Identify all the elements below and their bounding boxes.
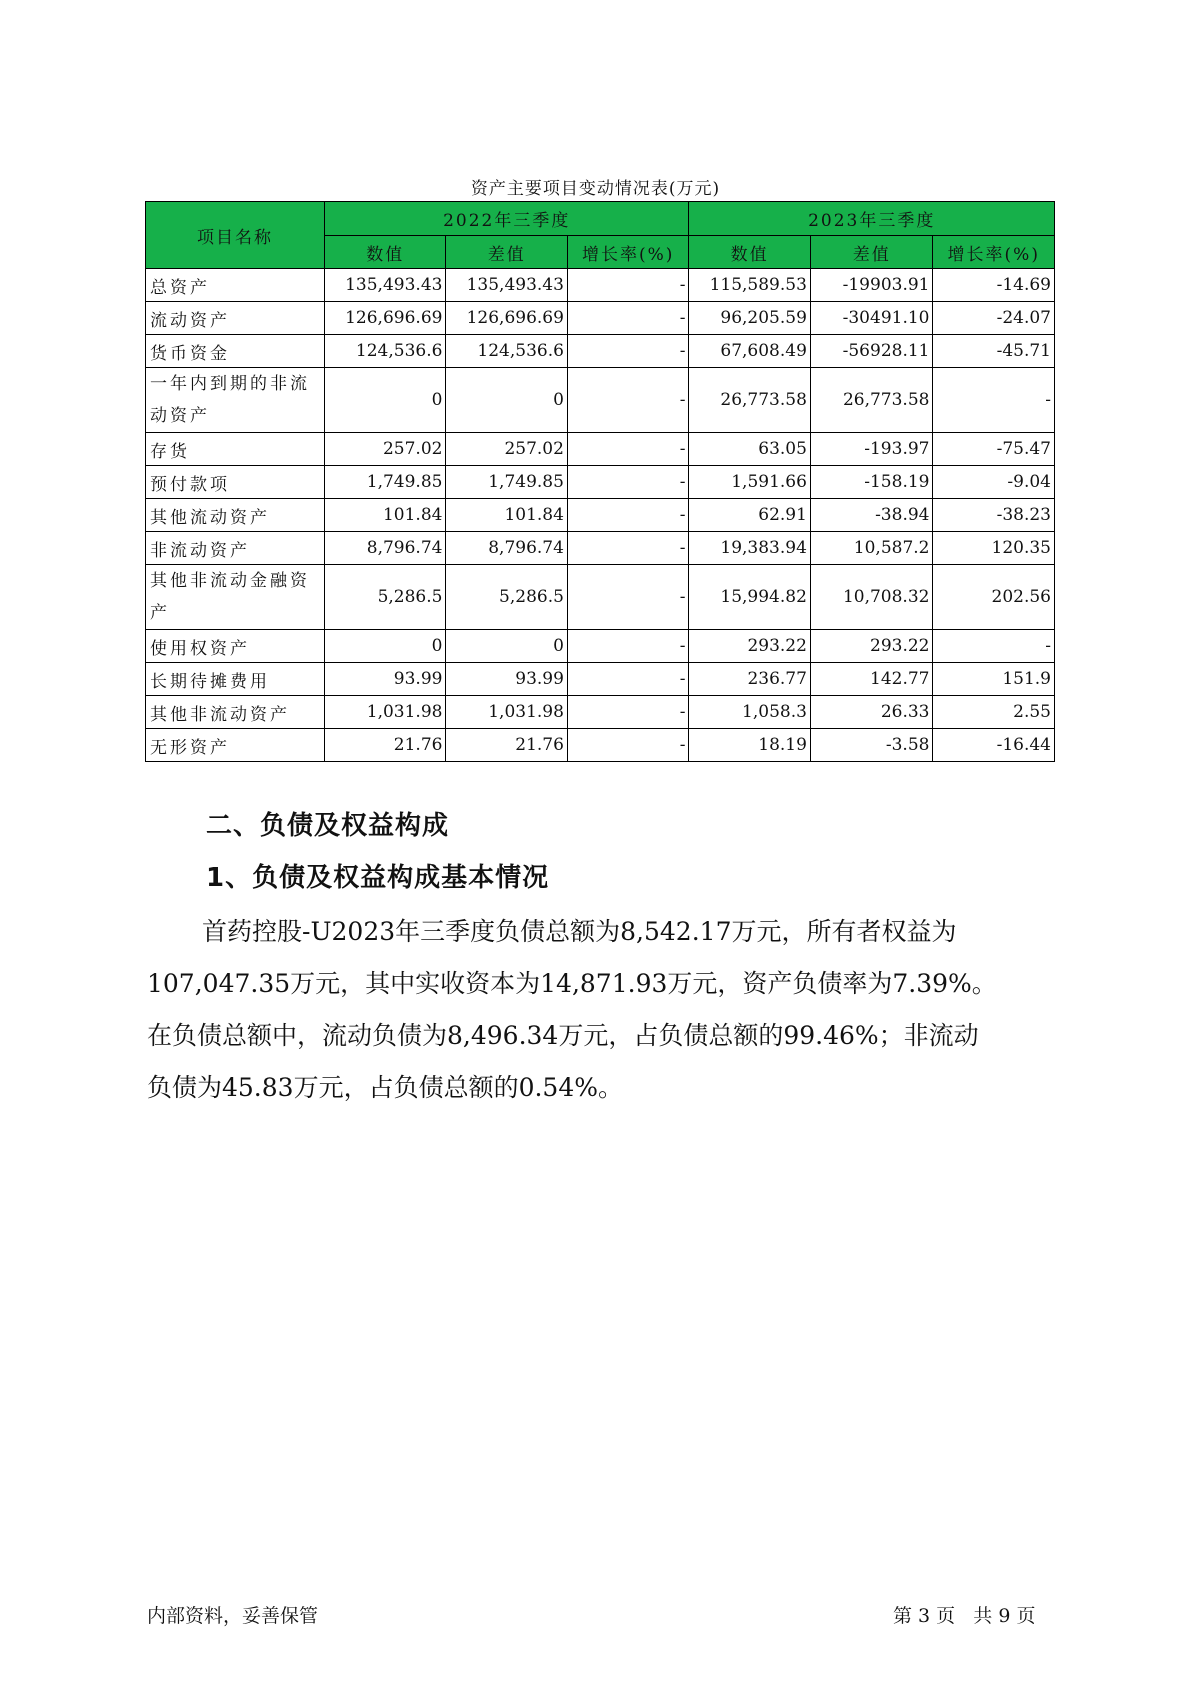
table-row (146, 302, 1055, 335)
header-period-2023: 2023年三季度 (689, 202, 1055, 236)
diff-2023: -158.19 (810, 466, 933, 499)
growth-2022: - (567, 433, 689, 466)
value-2023: 15,994.82 (689, 565, 810, 630)
row-name: 一年内到期的非流动资产 (146, 368, 325, 433)
value-2023: 236.77 (689, 663, 810, 696)
value-2022: 93.99 (324, 663, 445, 696)
table-row (146, 630, 1055, 663)
table-row (146, 335, 1055, 368)
growth-2023: 120.35 (933, 532, 1055, 565)
diff-2022: 8,796.74 (446, 532, 567, 565)
diff-2022: 1,749.85 (446, 466, 567, 499)
value-2023: 26,773.58 (689, 368, 810, 433)
footer-confidential-note: 内部资料，妥善保管 (147, 1605, 319, 1627)
table-row (146, 696, 1055, 729)
growth-2022: - (567, 565, 689, 630)
header-diff-2022: 差值 (446, 236, 567, 269)
diff-2022: 257.02 (446, 433, 567, 466)
diff-2023: 293.22 (810, 630, 933, 663)
growth-2022: - (567, 696, 689, 729)
diff-2023: 10,708.32 (810, 565, 933, 630)
value-2022: 5,286.5 (324, 565, 445, 630)
diff-2022: 93.99 (446, 663, 567, 696)
value-2023: 62.91 (689, 499, 810, 532)
row-name: 使用权资产 (146, 630, 325, 663)
growth-2023: - (933, 630, 1055, 663)
header-growth-2023: 增长率(%) (933, 236, 1055, 269)
growth-2023: 2.55 (933, 696, 1055, 729)
table-row (146, 565, 1055, 630)
paragraph-line: 107,047.35万元，其中实收资本为14,871.93万元，资产负债率为7.39%。 (147, 969, 997, 998)
table-row (146, 269, 1055, 302)
diff-2023: 10,587.2 (810, 532, 933, 565)
diff-2022: 101.84 (446, 499, 567, 532)
row-name: 货币资金 (146, 335, 325, 368)
diff-2022: 0 (446, 630, 567, 663)
diff-2023: -56928.11 (810, 335, 933, 368)
row-name: 其他流动资产 (146, 499, 325, 532)
paragraph-line: 负债为45.83万元，占负债总额的0.54%。 (147, 1073, 623, 1102)
diff-2023: -30491.10 (810, 302, 933, 335)
table-row (146, 663, 1055, 696)
value-2022: 126,696.69 (324, 302, 445, 335)
diff-2022: 5,286.5 (446, 565, 567, 630)
growth-2022: - (567, 466, 689, 499)
header-period-2022: 2022年三季度 (324, 202, 688, 236)
diff-2022: 135,493.43 (446, 269, 567, 302)
diff-2023: -193.97 (810, 433, 933, 466)
row-name: 长期待摊费用 (146, 663, 325, 696)
footer-page-number: 第 3 页 共 9 页 (893, 1605, 1036, 1627)
value-2022: 1,031.98 (324, 696, 445, 729)
growth-2022: - (567, 269, 689, 302)
value-2022: 0 (324, 630, 445, 663)
value-2023: 293.22 (689, 630, 810, 663)
value-2022: 135,493.43 (324, 269, 445, 302)
table-row (146, 466, 1055, 499)
table-row (146, 729, 1055, 762)
header-growth-2022: 增长率(%) (567, 236, 689, 269)
value-2022: 124,536.6 (324, 335, 445, 368)
header-value-2023: 数值 (689, 236, 810, 269)
growth-2022: - (567, 663, 689, 696)
value-2022: 101.84 (324, 499, 445, 532)
diff-2022: 1,031.98 (446, 696, 567, 729)
paragraph-line: 在负债总额中，流动负债为8,496.34万元，占负债总额的99.46%；非流动 (147, 1021, 979, 1050)
asset-change-table (145, 201, 1055, 762)
value-2023: 1,058.3 (689, 696, 810, 729)
growth-2022: - (567, 630, 689, 663)
value-2022: 0 (324, 368, 445, 433)
growth-2023: -45.71 (933, 335, 1055, 368)
row-name: 预付款项 (146, 466, 325, 499)
value-2022: 1,749.85 (324, 466, 445, 499)
diff-2023: 26,773.58 (810, 368, 933, 433)
growth-2023: -9.04 (933, 466, 1055, 499)
row-name: 其他非流动资产 (146, 696, 325, 729)
growth-2022: - (567, 302, 689, 335)
row-name: 其他非流动金融资产 (146, 565, 325, 630)
table-caption: 资产主要项目变动情况表(万元) (470, 179, 721, 199)
value-2023: 63.05 (689, 433, 810, 466)
diff-2022: 124,536.6 (446, 335, 567, 368)
growth-2023: -38.23 (933, 499, 1055, 532)
growth-2022: - (567, 532, 689, 565)
growth-2023: 151.9 (933, 663, 1055, 696)
value-2022: 8,796.74 (324, 532, 445, 565)
growth-2022: - (567, 335, 689, 368)
table-row (146, 433, 1055, 466)
growth-2023: - (933, 368, 1055, 433)
row-name: 无形资产 (146, 729, 325, 762)
liability-equity-paragraph (147, 906, 1057, 1114)
paragraph-line: 首药控股-U2023年三季度负债总额为8,542.17万元，所有者权益为 (202, 917, 957, 946)
section-heading: 二、负债及权益构成 (206, 811, 450, 841)
value-2023: 67,608.49 (689, 335, 810, 368)
row-name: 非流动资产 (146, 532, 325, 565)
row-name: 存货 (146, 433, 325, 466)
value-2022: 21.76 (324, 729, 445, 762)
value-2023: 96,205.59 (689, 302, 810, 335)
growth-2023: -14.69 (933, 269, 1055, 302)
growth-2023: -75.47 (933, 433, 1055, 466)
growth-2022: - (567, 729, 689, 762)
section-subheading: 1、负债及权益构成基本情况 (206, 863, 550, 893)
header-diff-2023: 差值 (810, 236, 933, 269)
table-row (146, 499, 1055, 532)
value-2022: 257.02 (324, 433, 445, 466)
row-name: 流动资产 (146, 302, 325, 335)
value-2023: 18.19 (689, 729, 810, 762)
diff-2022: 21.76 (446, 729, 567, 762)
growth-2023: 202.56 (933, 565, 1055, 630)
growth-2023: -24.07 (933, 302, 1055, 335)
row-name: 总资产 (146, 269, 325, 302)
value-2023: 19,383.94 (689, 532, 810, 565)
growth-2022: - (567, 368, 689, 433)
table-row (146, 532, 1055, 565)
diff-2023: -19903.91 (810, 269, 933, 302)
diff-2023: -38.94 (810, 499, 933, 532)
header-item-name: 项目名称 (146, 202, 325, 269)
diff-2022: 126,696.69 (446, 302, 567, 335)
growth-2023: -16.44 (933, 729, 1055, 762)
growth-2022: - (567, 499, 689, 532)
header-value-2022: 数值 (324, 236, 445, 269)
diff-2022: 0 (446, 368, 567, 433)
diff-2023: 142.77 (810, 663, 933, 696)
value-2023: 115,589.53 (689, 269, 810, 302)
table-row (146, 368, 1055, 433)
diff-2023: -3.58 (810, 729, 933, 762)
diff-2023: 26.33 (810, 696, 933, 729)
value-2023: 1,591.66 (689, 466, 810, 499)
